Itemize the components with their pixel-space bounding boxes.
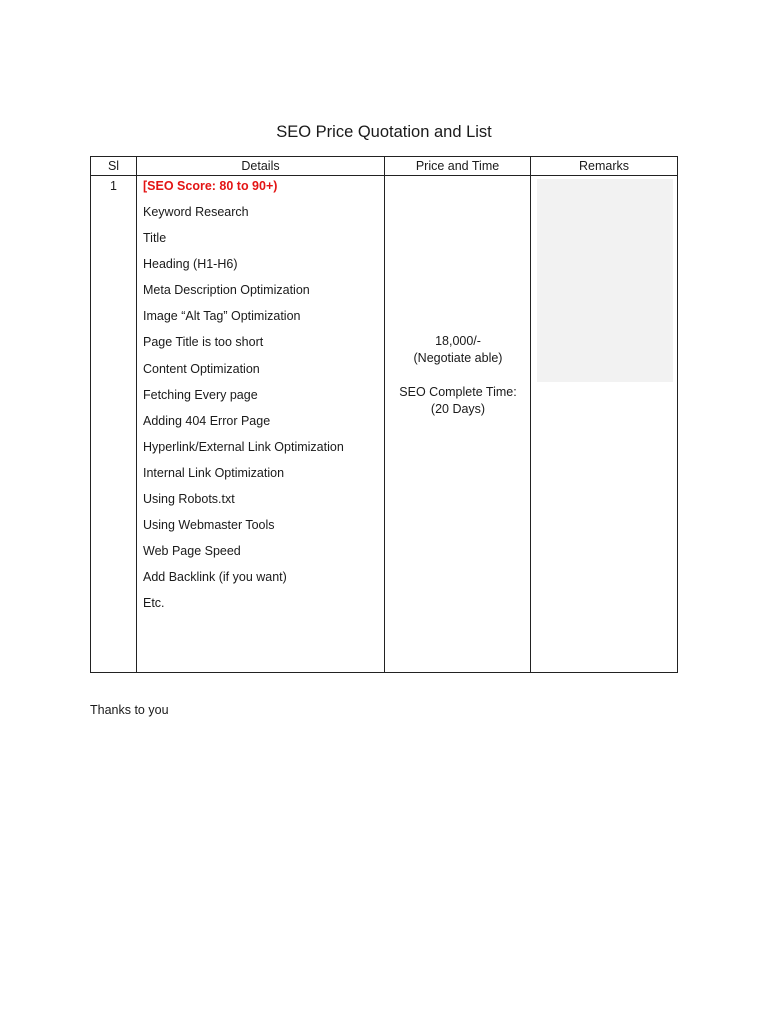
detail-item: Content Optimization [143,361,260,376]
detail-item: Image “Alt Tag” Optimization [143,309,301,324]
detail-item: Keyword Research [143,205,249,219]
quotation-table [90,156,678,673]
closing-note: Thanks to you [90,703,169,717]
header-details: Details [241,159,280,173]
column-divider [136,157,137,672]
detail-item: Page Title is too short [143,335,264,350]
detail-item: Meta Description Optimization [143,283,310,298]
detail-item: Internal Link Optimization [143,465,285,480]
header-price-and-time: Price and Time [415,159,500,173]
details-list [143,204,344,622]
spacer [385,367,531,384]
row-sl-number: 1 [110,179,117,193]
detail-item: Add Backlink (if you want) [143,570,287,585]
detail-item: Heading (H1-H6) [143,257,238,272]
detail-item: Title [143,231,167,246]
price-note: (Negotiate able) [413,351,503,365]
detail-item: Using Robots.txt [143,492,235,507]
time-value: (20 Days) [430,402,486,416]
seo-score-label: [SEO Score: 80 to 90+) [143,179,278,193]
remarks-cell [537,179,673,382]
time-label: SEO Complete Time: [399,385,517,399]
detail-item: Hyperlink/External Link Optimization [143,439,344,454]
detail-item: Web Page Speed [143,544,241,559]
header-remarks: Remarks [578,159,629,173]
header-sl: Sl [107,159,120,173]
detail-item: Adding 404 Error Page [143,413,271,428]
page-title: SEO Price Quotation and List [276,123,492,141]
price-and-time-cell [385,333,531,418]
detail-item: Fetching Every page [143,387,258,402]
detail-item: Etc. [143,596,165,611]
detail-item: Using Webmaster Tools [143,518,275,533]
price-value: 18,000/- [435,334,481,348]
